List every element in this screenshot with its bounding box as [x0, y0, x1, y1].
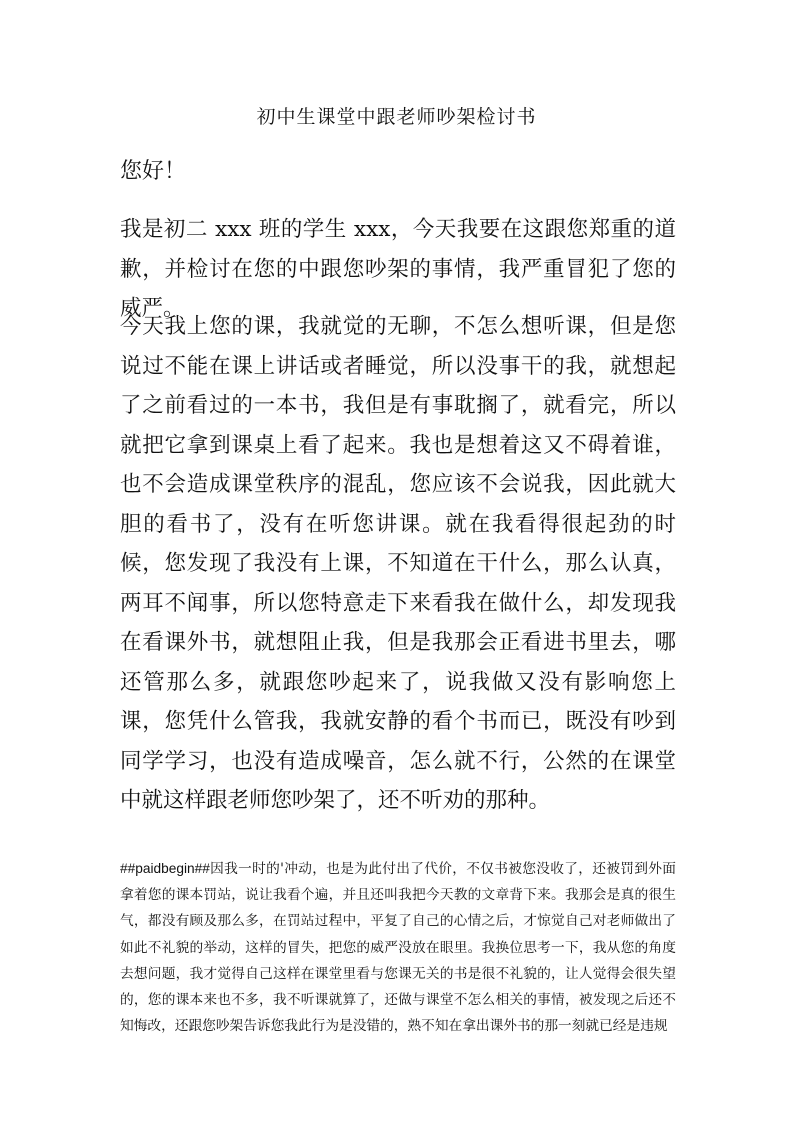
- greeting: 您好！: [120, 159, 187, 184]
- paragraph-incident: 今天我上您的课，我就觉的无聊，不怎么想听课，但是您说过不能在课上讲话或者睡觉，所以没事干的我，就想起了之前看过的一本书，我但是有事耽搁了，就看完，所以就把它拿到课桌上看了起来。我也是想着这又不碍着谁，也不会造成课堂秩序的混乱，您应该不会说我，因此就大胆的看书了，没有在听您讲课。就在我看得很起劲的时候，您发现了我没有上课，不知道在干什么，那么认真，两耳不闻事，所以您特意走下来看我在做什么，却发现我在看课外书，就想阻止我，但是我那会正看进书里去，哪还管那么多，就跟您吵起来了，说我做又没有影响您上课，您凭什么管我，我就安静的看个书而已，既没有吵到同学学习，也没有造成噪音，怎么就不行，公然的在课堂中就这样跟老师您吵架了，还不听劝的那种。: [120, 314, 676, 813]
- paragraph-reflection-text: 因我一时的'冲动，也是为此付出了代价，不仅书被您没收了，还被罚到外面拿着您的课本罚站，说让我看个遍，并且还叫我把今天教的文章背下来。我那会是真的很生气，都没有顾及那么多，在罚站过程中，平复了自己的心情之后，才惊觉自己对老师做出了如此不礼貌的举动，这样的冒失，把您的威严没放在眼里。我换位思考一下，我从您的角度去想问题，我才觉得自己这样在课堂里看与您课无关的书是很不礼貌的，让人觉得会很失望的，您的课本来也不多，我不听课就算了，还做与课堂不怎么相关的事情，被发现之后还不知悔改，还跟您吵架告诉您我此行为是没错的，熟不知在拿出课外书的那一刻就已经是违规: [120, 861, 676, 1035]
- paid-marker: ##paidbegin##: [120, 861, 210, 876]
- paragraph-apology: 我是初二 xxx 班的学生 xxx，今天我要在这跟您郑重的道歉，并检讨在您的中跟您吵架的事情，我严重冒犯了您的威严。: [120, 217, 676, 321]
- paragraph-reflection: [120, 856, 676, 1039]
- document-title: 初中生课堂中跟老师吵架检讨书: [256, 106, 537, 128]
